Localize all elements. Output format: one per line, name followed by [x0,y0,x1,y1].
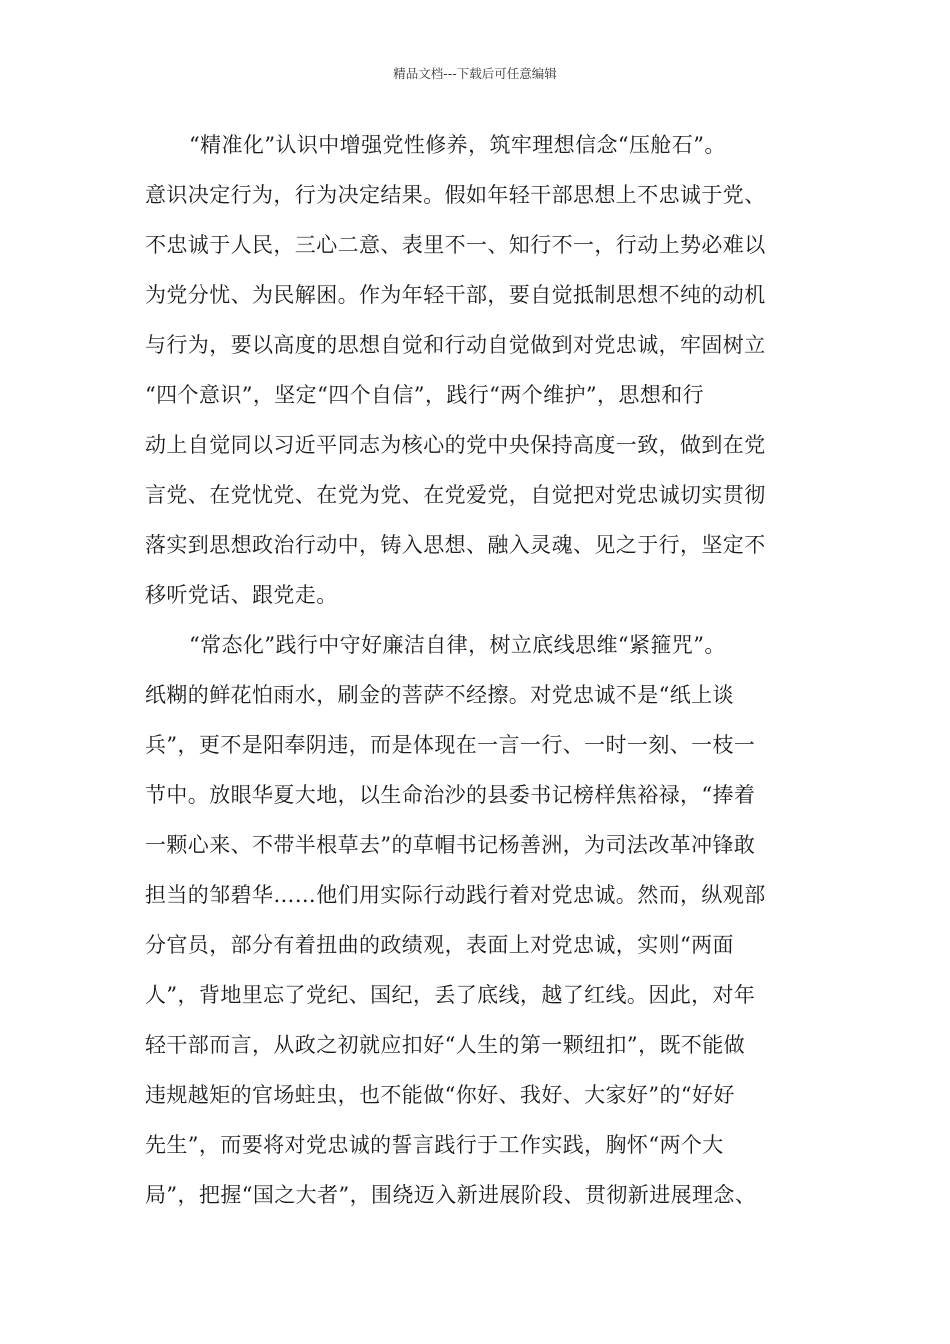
paragraph-1 [145,130,825,630]
text-line: 移听党话、跟党走。 [145,583,338,607]
text-line: 一颗心来、不带半根草去”的草帽书记杨善洲，为司法改革冲锋敢 [145,833,756,857]
text-line: 落实到思想政治行动中，铸入思想、融入灵魂、见之于行，坚定不 [145,533,766,557]
text-line: 动上自觉同以习近平同志为核心的党中央保持高度一致，做到在党 [145,433,766,457]
text-line: 与行为，要以高度的思想自觉和行动自觉做到对党忠诚，牢固树立 [145,333,766,357]
text-line: 人”，背地里忘了党纪、国纪，丢了底线，越了红线。因此，对年 [145,983,756,1007]
text-line: 违规越矩的官场蛀虫，也不能做“你好、我好、大家好”的“好好 [145,1083,735,1107]
text-line: 为党分忧、为民解困。作为年轻干部，要自觉抵制思想不纯的动机 [145,283,766,307]
text-line: 分官员，部分有着扭曲的政绩观，表面上对党忠诚，实则“两面 [145,933,734,957]
text-line: 轻干部而言，从政之初就应扣好“人生的第一颗纽扣”，既不能做 [145,1033,746,1057]
text-line: “精准化”认识中增强党性修养，筑牢理想信念“压舱石”。 [189,133,726,157]
paragraph-2 [145,630,825,1230]
text-line: “四个意识”，坚定“四个自信”，践行“两个维护”，思想和行 [145,383,705,407]
text-line: 兵”，更不是阳奉阴违，而是体现在一言一行、一时一刻、一枝一 [145,733,756,757]
text-line: 局”，把握“国之大者”，围绕迈入新进展阶段、贯彻新进展理念、 [145,1183,757,1207]
text-line: 先生”，而要将对党忠诚的誓言践行于工作实践，胸怀“两个大 [145,1133,724,1157]
text-line: 意识决定行为，行为决定结果。假如年轻干部思想上不忠诚于党、 [145,183,766,207]
text-line: “常态化”践行中守好廉洁自律，树立底线思维“紧箍咒”。 [189,633,726,657]
text-line: 不忠诚于人民，三心二意、表里不一、知行不一，行动上势必难以 [145,233,766,257]
text-line: 言党、在党忧党、在党为党、在党爱党，自觉把对党忠诚切实贯彻 [145,483,766,507]
text-line: 节中。放眼华夏大地，以生命治沙的县委书记榜样焦裕禄，“捧着 [145,783,756,807]
page-header: 精品文档---下载后可任意编辑 [393,66,557,81]
text-line: 纸糊的鲜花怕雨水，刷金的菩萨不经擦。对党忠诚不是“纸上谈 [145,683,734,707]
document-body [145,130,825,1230]
text-line: 担当的邹碧华……他们用实际行动践行着对党忠诚。然而，纵观部 [145,883,766,907]
